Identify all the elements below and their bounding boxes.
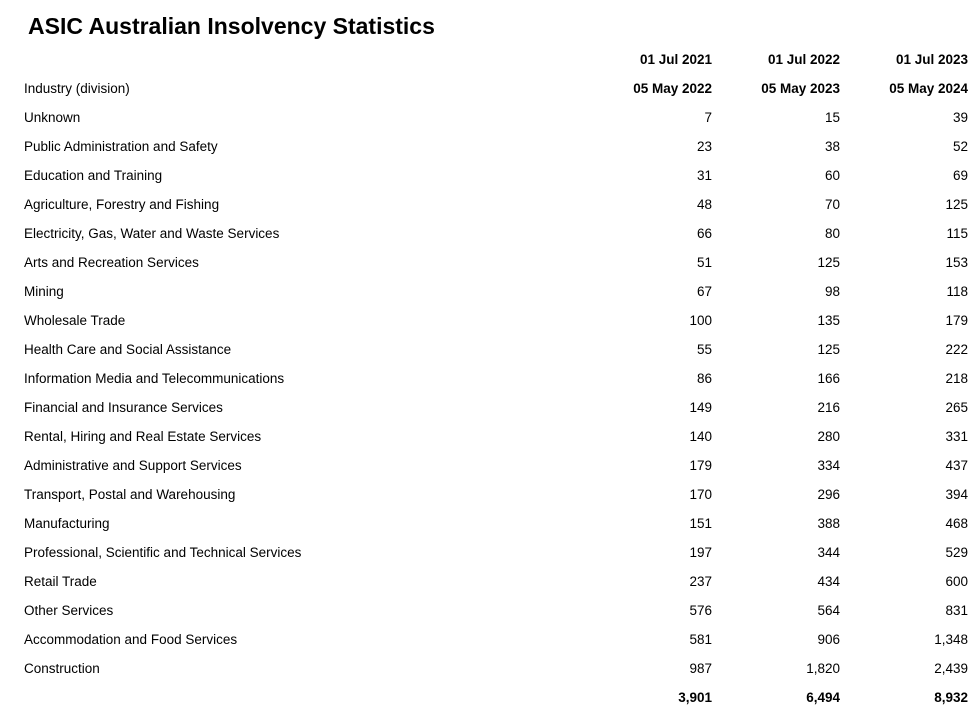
table-row [24,451,968,480]
industry-label: Financial and Insurance Services [24,400,223,415]
column-header-period3-start: 01 Jul 2023 [895,52,968,67]
table-row [24,538,968,567]
table-row [24,277,968,306]
value-period2: 98 [824,284,840,299]
value-period1: 23 [696,139,712,154]
industry-label: Retail Trade [24,574,97,589]
value-period2: 60 [824,168,840,183]
value-period2: 344 [817,545,840,560]
table-row [24,190,968,219]
table-row [24,422,968,451]
table-row [24,625,968,654]
industry-label: Electricity, Gas, Water and Waste Services [24,226,280,241]
value-period2: 388 [817,516,840,531]
table-row [24,364,968,393]
table-row [24,306,968,335]
value-period1: 149 [689,400,712,415]
industry-label: Professional, Scientific and Technical Services [24,545,302,560]
value-period1: 31 [696,168,712,183]
column-header-period2-end: 05 May 2023 [761,81,840,96]
grand-total-period3: 8,932 [934,690,968,705]
value-period2: 334 [817,458,840,473]
table-row [24,132,968,161]
table-row [24,596,968,625]
value-period3: 118 [946,284,968,299]
table-row [24,335,968,364]
industry-label: Administrative and Support Services [24,458,242,473]
value-period2: 216 [817,400,840,415]
industry-label: Agriculture, Forestry and Fishing [24,197,220,212]
table-row [24,393,968,422]
value-period3: 39 [952,110,968,125]
column-header-period3-end: 05 May 2024 [889,81,968,96]
value-period3: 529 [945,545,968,560]
value-period3: 69 [952,168,968,183]
industry-label: Rental, Hiring and Real Estate Services [24,429,262,444]
industry-label: Manufacturing [24,516,110,531]
value-period1: 66 [696,226,712,241]
value-period1: 7 [704,110,712,125]
value-period3: 218 [945,371,968,386]
column-header-industry: Industry (division) [24,81,130,96]
value-period1: 581 [689,632,712,647]
value-period2: 38 [824,139,840,154]
value-period1: 197 [689,545,712,560]
table-row [24,103,968,132]
value-period1: 55 [696,342,712,357]
value-period3: 331 [945,429,968,444]
table-row [24,567,968,596]
value-period2: 564 [817,603,840,618]
industry-label: Education and Training [24,168,163,183]
industry-label: Arts and Recreation Services [24,255,199,270]
industry-label: Other Services [24,603,114,618]
value-period2: 906 [817,632,840,647]
value-period3: 115 [946,226,968,241]
value-period3: 437 [945,458,968,473]
table-row [24,161,968,190]
industry-label: Transport, Postal and Warehousing [24,487,236,502]
value-period3: 1,348 [934,632,968,647]
value-period1: 151 [689,516,712,531]
value-period1: 170 [689,487,712,502]
value-period1: 179 [689,458,712,473]
value-period3: 600 [945,574,968,589]
table-row [24,480,968,509]
column-header-period1-start: 01 Jul 2021 [639,52,712,67]
value-period1: 576 [689,603,712,618]
value-period1: 51 [696,255,712,270]
value-period3: 468 [945,516,968,531]
value-period2: 80 [824,226,840,241]
value-period2: 280 [817,429,840,444]
value-period1: 100 [689,313,712,328]
page-title: ASIC Australian Insolvency Statistics [28,13,435,39]
value-period1: 987 [689,661,712,676]
table-row [24,248,968,277]
value-period3: 222 [945,342,968,357]
value-period1: 237 [689,574,712,589]
value-period1: 140 [689,429,712,444]
value-period3: 125 [945,197,968,212]
column-header-period2-start: 01 Jul 2022 [767,52,840,67]
grand-total-period1: 3,901 [678,690,712,705]
value-period3: 831 [945,603,968,618]
table-row [24,219,968,248]
grand-total-period2: 6,494 [806,690,840,705]
value-period2: 70 [824,197,840,212]
value-period3: 2,439 [934,661,968,676]
value-period2: 125 [817,255,840,270]
value-period3: 265 [945,400,968,415]
industry-label: Construction [24,661,100,676]
value-period2: 166 [817,371,840,386]
totals-row [24,683,968,712]
table-row [24,654,968,683]
header-row-period-start [24,45,968,74]
industry-label: Accommodation and Food Services [24,632,238,647]
header-row-period-end [24,74,968,103]
value-period3: 153 [945,255,968,270]
industry-label: Health Care and Social Assistance [24,342,232,357]
value-period1: 86 [696,371,712,386]
value-period2: 434 [817,574,840,589]
value-period2: 296 [817,487,840,502]
value-period2: 125 [817,342,840,357]
industry-label: Wholesale Trade [24,313,126,328]
value-period2: 15 [824,110,840,125]
value-period3: 52 [952,139,968,154]
table-body [24,103,968,683]
column-header-period1-end: 05 May 2022 [633,81,712,96]
value-period3: 179 [945,313,968,328]
industry-label: Mining [24,284,64,299]
value-period2: 1,820 [806,661,840,676]
table-row [24,509,968,538]
industry-label: Unknown [24,110,81,125]
value-period3: 394 [945,487,968,502]
value-period1: 67 [696,284,712,299]
value-period2: 135 [817,313,840,328]
industry-label: Information Media and Telecommunications [24,371,285,386]
insolvency-table [24,45,968,712]
industry-label: Public Administration and Safety [24,139,218,154]
value-period1: 48 [696,197,712,212]
